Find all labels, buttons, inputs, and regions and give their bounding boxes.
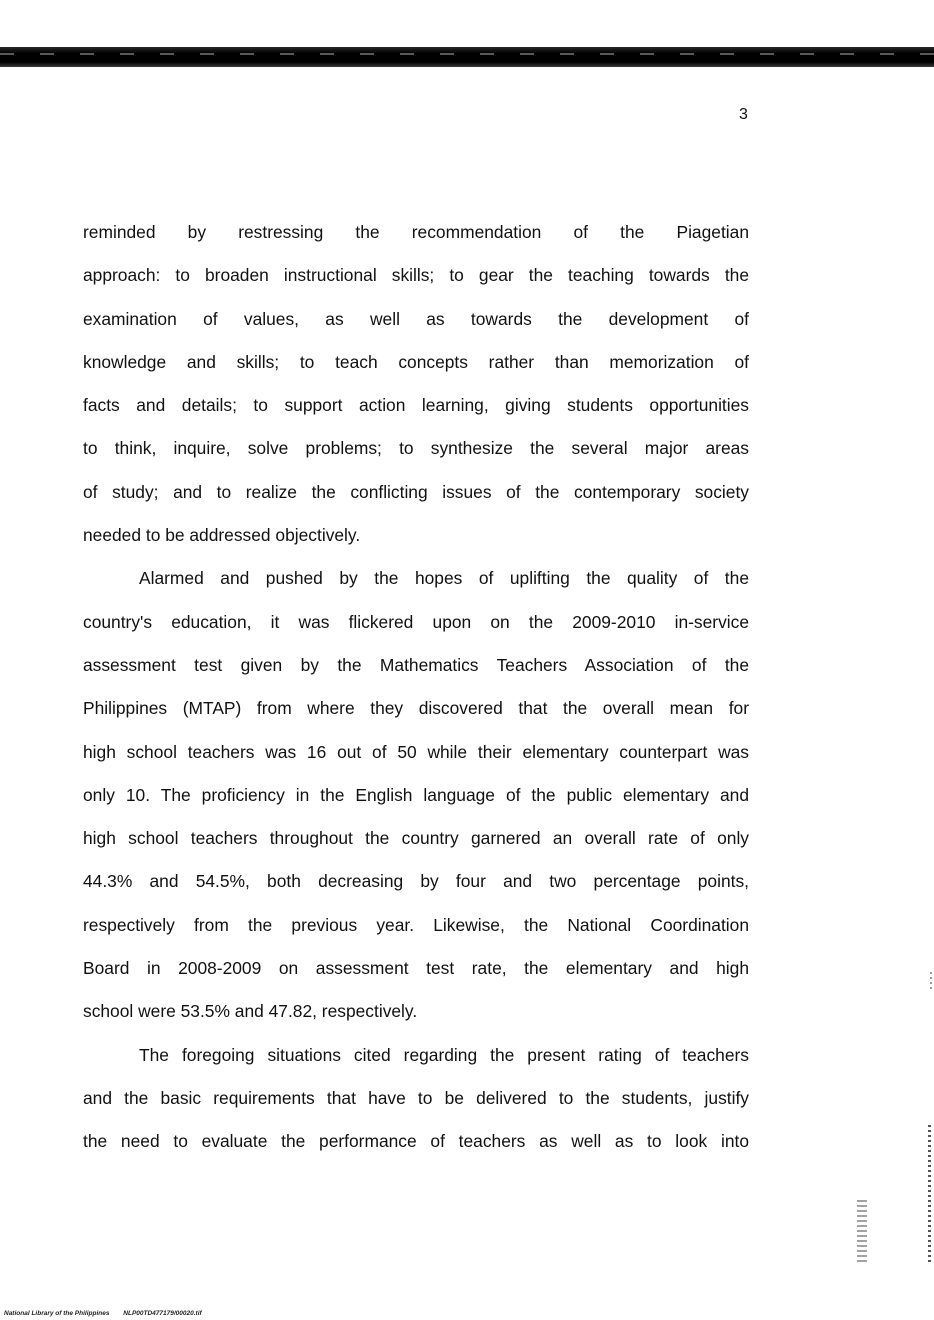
text-line: country's education, it was flickered upon on the 2009-2010 in-service: [83, 611, 749, 632]
footer-library: National Library of the Philippines: [4, 1310, 110, 1317]
text-line: respectively from the previous year. Likewise, the National Coordination: [83, 914, 749, 935]
text-line: the need to evaluate the performance of teachers as well as to look into: [83, 1131, 749, 1152]
scan-artifact: [857, 1200, 867, 1262]
text-line: Philippines (MTAP) from where they discovered that the overall mean for: [83, 698, 749, 719]
text-line: approach: to broaden instructional skills; to gear the teaching towards the: [83, 265, 749, 286]
scan-artifact: [928, 1125, 931, 1265]
text-line: high school teachers throughout the country garnered an overall rate of only: [83, 828, 749, 849]
text-line: high school teachers was 16 out of 50 while their elementary counterpart was: [83, 741, 749, 762]
text-line: school were 53.5% and 47.82, respectively.: [83, 1001, 418, 1022]
text-line: assessment test given by the Mathematics Teachers Association of the: [83, 654, 749, 675]
text-line: 44.3% and 54.5%, both decreasing by four and two percentage points,: [83, 871, 749, 892]
page-number: 3: [739, 106, 748, 123]
text-line: knowledge and skills; to teach concepts rather than memorization of: [83, 351, 749, 372]
text-line: and the basic requirements that have to be delivered to the students, justify: [83, 1087, 749, 1108]
scan-footer: [4, 1310, 202, 1317]
text-line: The foregoing situations cited regarding the present rating of teachers: [139, 1044, 749, 1065]
body-text: [83, 212, 749, 1165]
text-line: facts and details; to support action learning, giving students opportunities: [83, 395, 749, 416]
text-line: needed to be addressed objectively.: [83, 525, 361, 546]
text-line: of study; and to realize the conflicting issues of the contemporary society: [83, 481, 749, 502]
text-line: only 10. The proficiency in the English language of the public elementary and: [83, 784, 749, 805]
footer-code: NLP00TD477179/00020.tif: [123, 1310, 202, 1317]
text-line: Alarmed and pushed by the hopes of uplifting the quality of the: [139, 568, 749, 589]
text-line: Board in 2008-2009 on assessment test rate, the elementary and high: [83, 958, 749, 979]
text-line: examination of values, as well as towards the development of: [83, 308, 749, 329]
text-line: to think, inquire, solve problems; to synthesize the several major areas: [83, 438, 749, 459]
scan-border: [0, 47, 934, 67]
scan-artifact: [930, 972, 932, 992]
text-line: reminded by restressing the recommendation of the Piagetian: [83, 222, 749, 242]
